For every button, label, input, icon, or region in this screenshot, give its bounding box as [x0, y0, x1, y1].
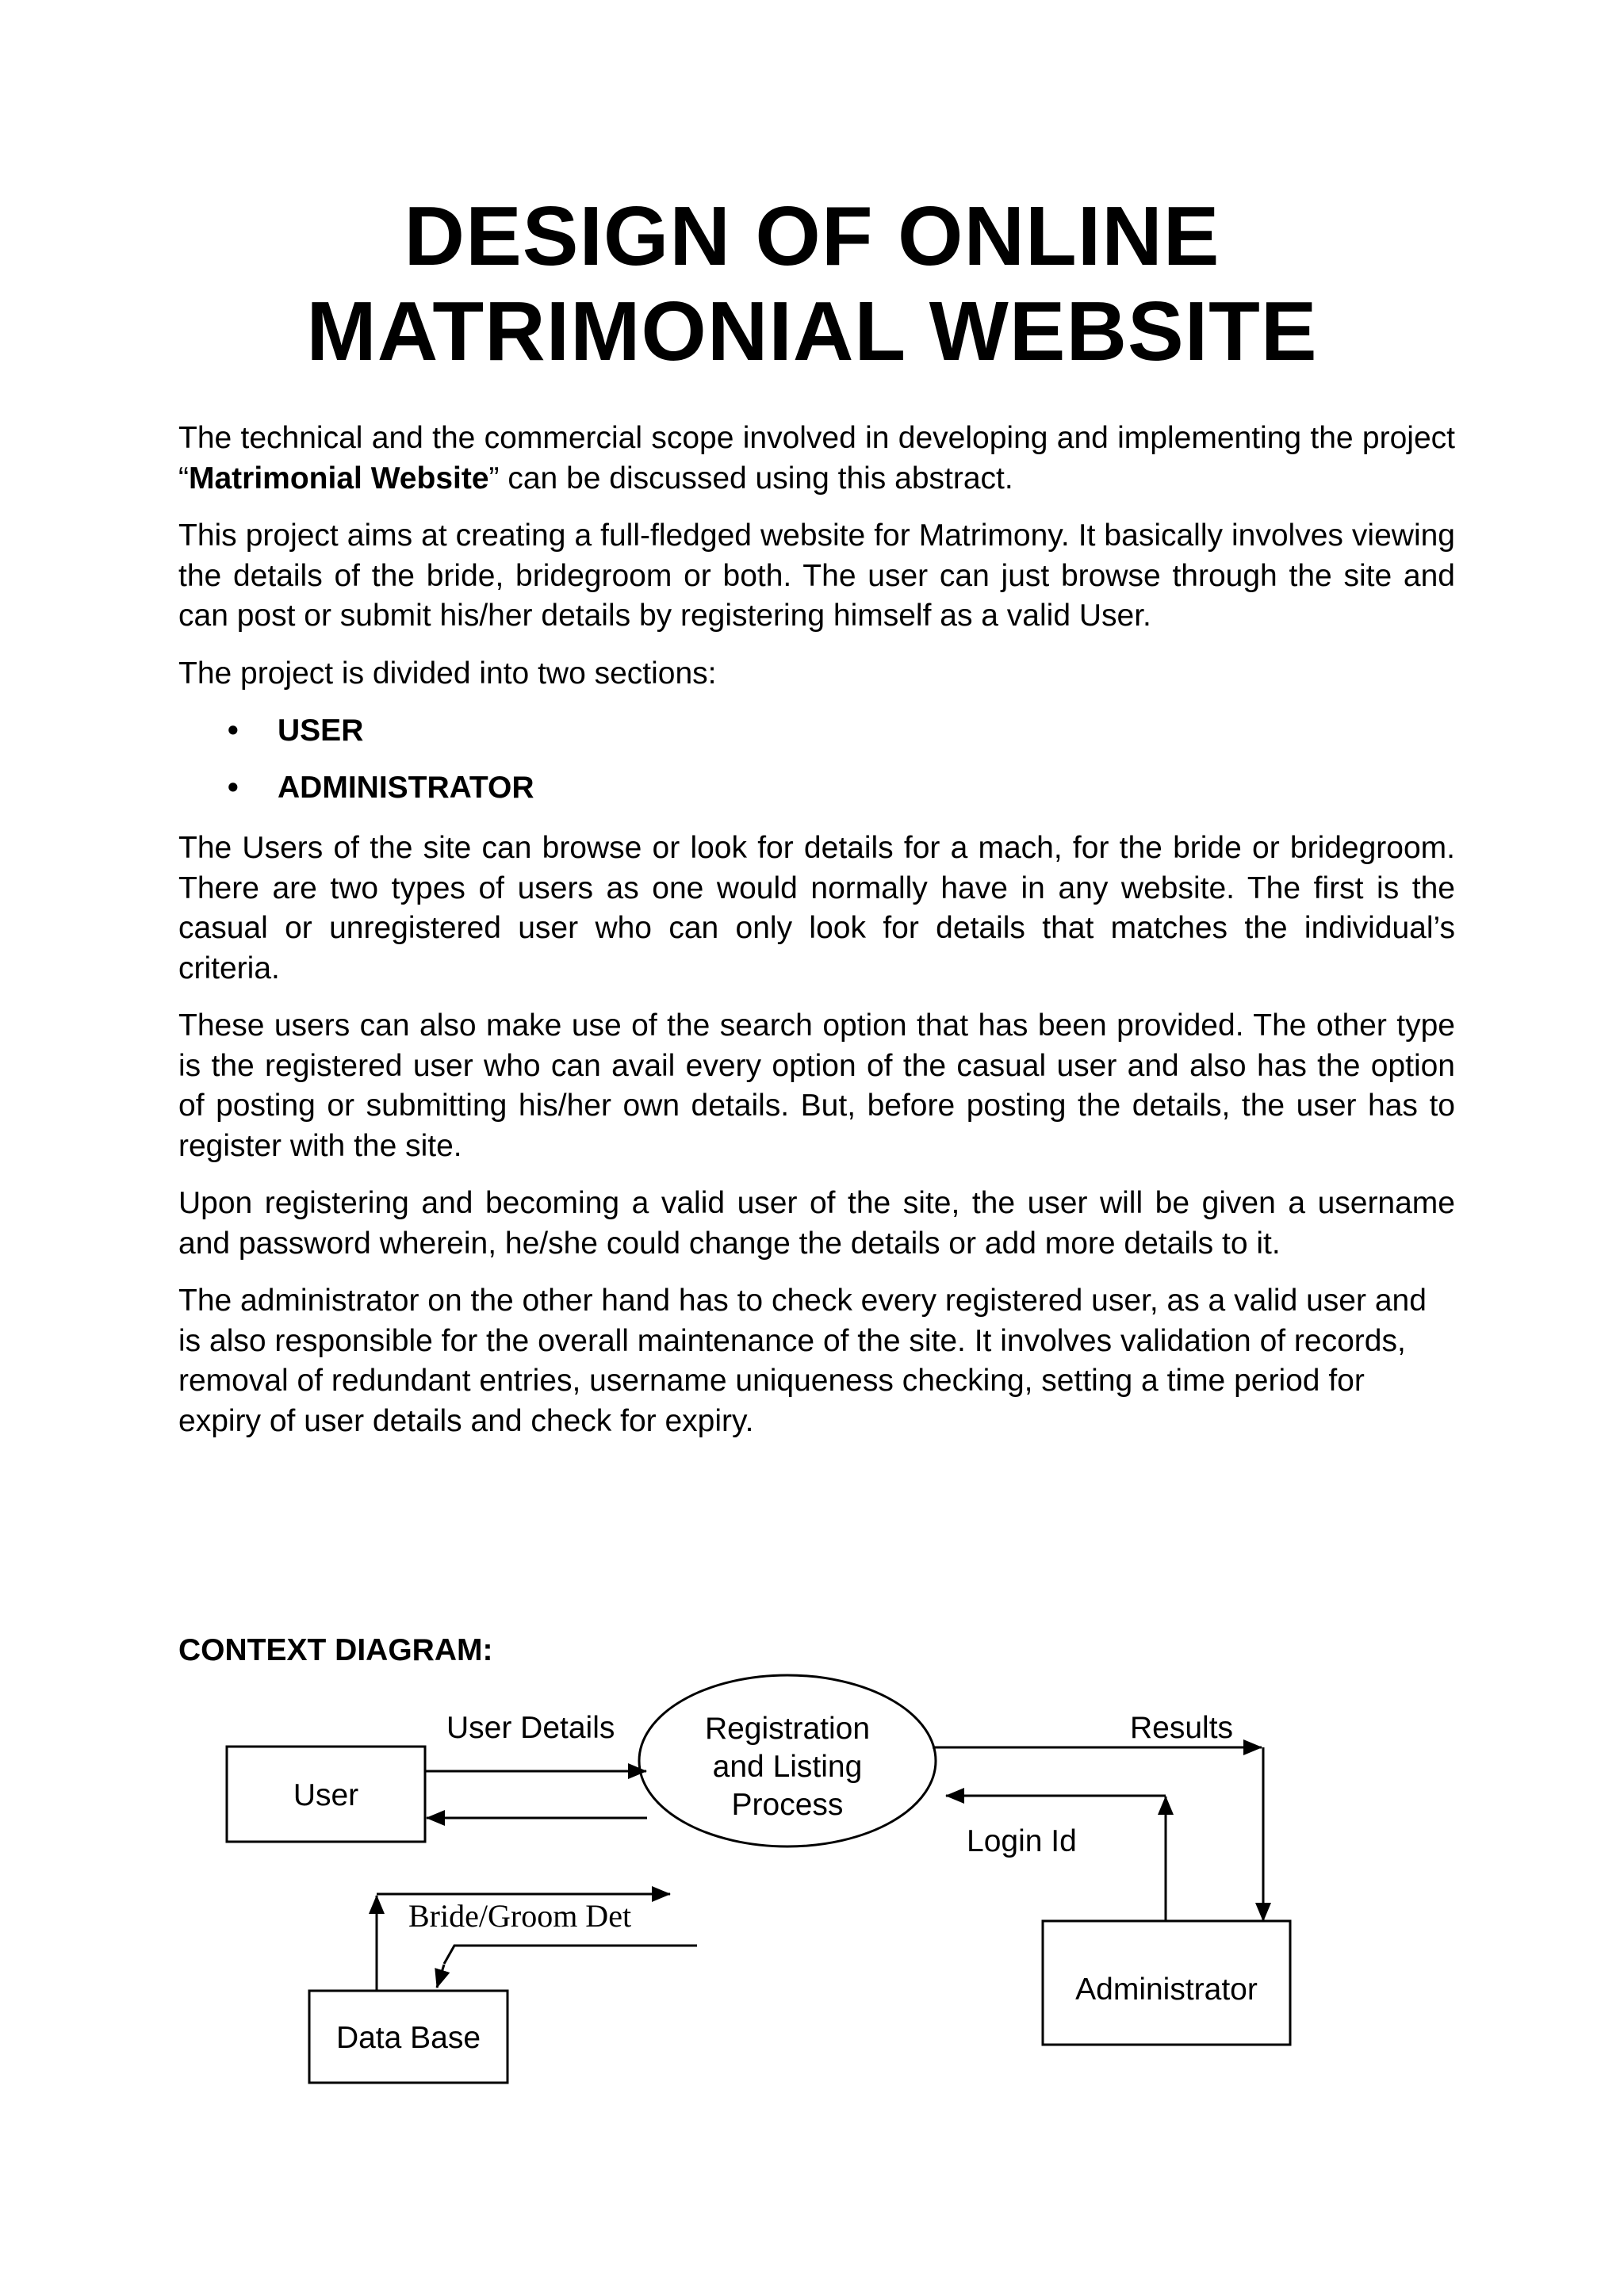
- db-return-arrow: [437, 1965, 444, 1988]
- database-entity: [309, 1991, 508, 2083]
- paragraph-administrator: The administrator on the other hand has to check every registered user, as a valid user and is also responsible for the overall maintenance of the site. It involves validation of records, removal of redundant entries, username uniqueness checking, setting a time period for expiry of user details and check for expiry.: [178, 1284, 1427, 1438]
- paragraph-users: The Users of the site can browse or look for details for a mach, for the bride or bridegroom. There are two types of users as one would normally have in any website. The first is the casual or unregistered user who can only look for details that matches the individual’s criteria.: [178, 831, 1455, 985]
- bride-groom-label: Bride/Groom Det: [408, 1898, 632, 1934]
- title-line-1: DESIGN OF ONLINE: [404, 189, 1220, 283]
- login-id-label: Login Id: [967, 1824, 1077, 1858]
- process-label-line-2: and Listing: [712, 1750, 863, 1784]
- paragraph-registered-users: These users can also make use of the search option that has been provided. The other type is the registered user who can avail every option of the casual user and also has the option of posting or submitting his/her own details. But, before posting the details, the user has to register with the site.: [178, 1008, 1455, 1163]
- login-flow: [946, 1796, 1166, 1920]
- administrator-entity: [1043, 1921, 1290, 2045]
- database-label: Data Base: [335, 2021, 481, 2055]
- results-flow: [933, 1711, 1263, 1921]
- user-entity: [227, 1747, 425, 1842]
- bullet-icon: •: [228, 771, 239, 805]
- bride-groom-flow: [377, 1894, 697, 1990]
- db-return-line: [444, 1946, 697, 1964]
- user-details-flow: [425, 1711, 647, 1818]
- process-node: [639, 1675, 936, 1846]
- process-label-line-3: Process: [731, 1788, 844, 1822]
- list-item-label: USER: [278, 714, 364, 748]
- intro-text-end: ” can be discussed using this abstract.: [488, 461, 1013, 496]
- user-details-label: User Details: [446, 1711, 615, 1745]
- paragraph-registering: Upon registering and becoming a valid user of the site, the user will be given a username and password wherein, he/she could change the details or add more details to it.: [178, 1186, 1455, 1261]
- administrator-label: Administrator: [1075, 1973, 1258, 2007]
- title-line-2: MATRIMONIAL WEBSITE: [306, 285, 1318, 378]
- project-name: Matrimonial Website: [189, 461, 489, 496]
- intro-text-start: The technical and the commercial scope involved in developing and implementing the project “: [178, 421, 1455, 496]
- context-diagram-heading: CONTEXT DIAGRAM:: [178, 1633, 493, 1667]
- list-item-label: ADMINISTRATOR: [278, 771, 534, 805]
- paragraph-sections: The project is divided into two sections:: [178, 656, 717, 691]
- bullet-icon: •: [228, 714, 239, 748]
- process-label-line-1: Registration: [704, 1712, 871, 1746]
- results-label: Results: [1130, 1711, 1234, 1745]
- user-label: User: [293, 1778, 359, 1812]
- paragraph-aims: This project aims at creating a full-fledged website for Matrimony. It basically involves viewing the details of the bride, bridegroom or both. The user can just browse through the site and can post or submit his/her details by registering himself as a valid User.: [178, 519, 1455, 633]
